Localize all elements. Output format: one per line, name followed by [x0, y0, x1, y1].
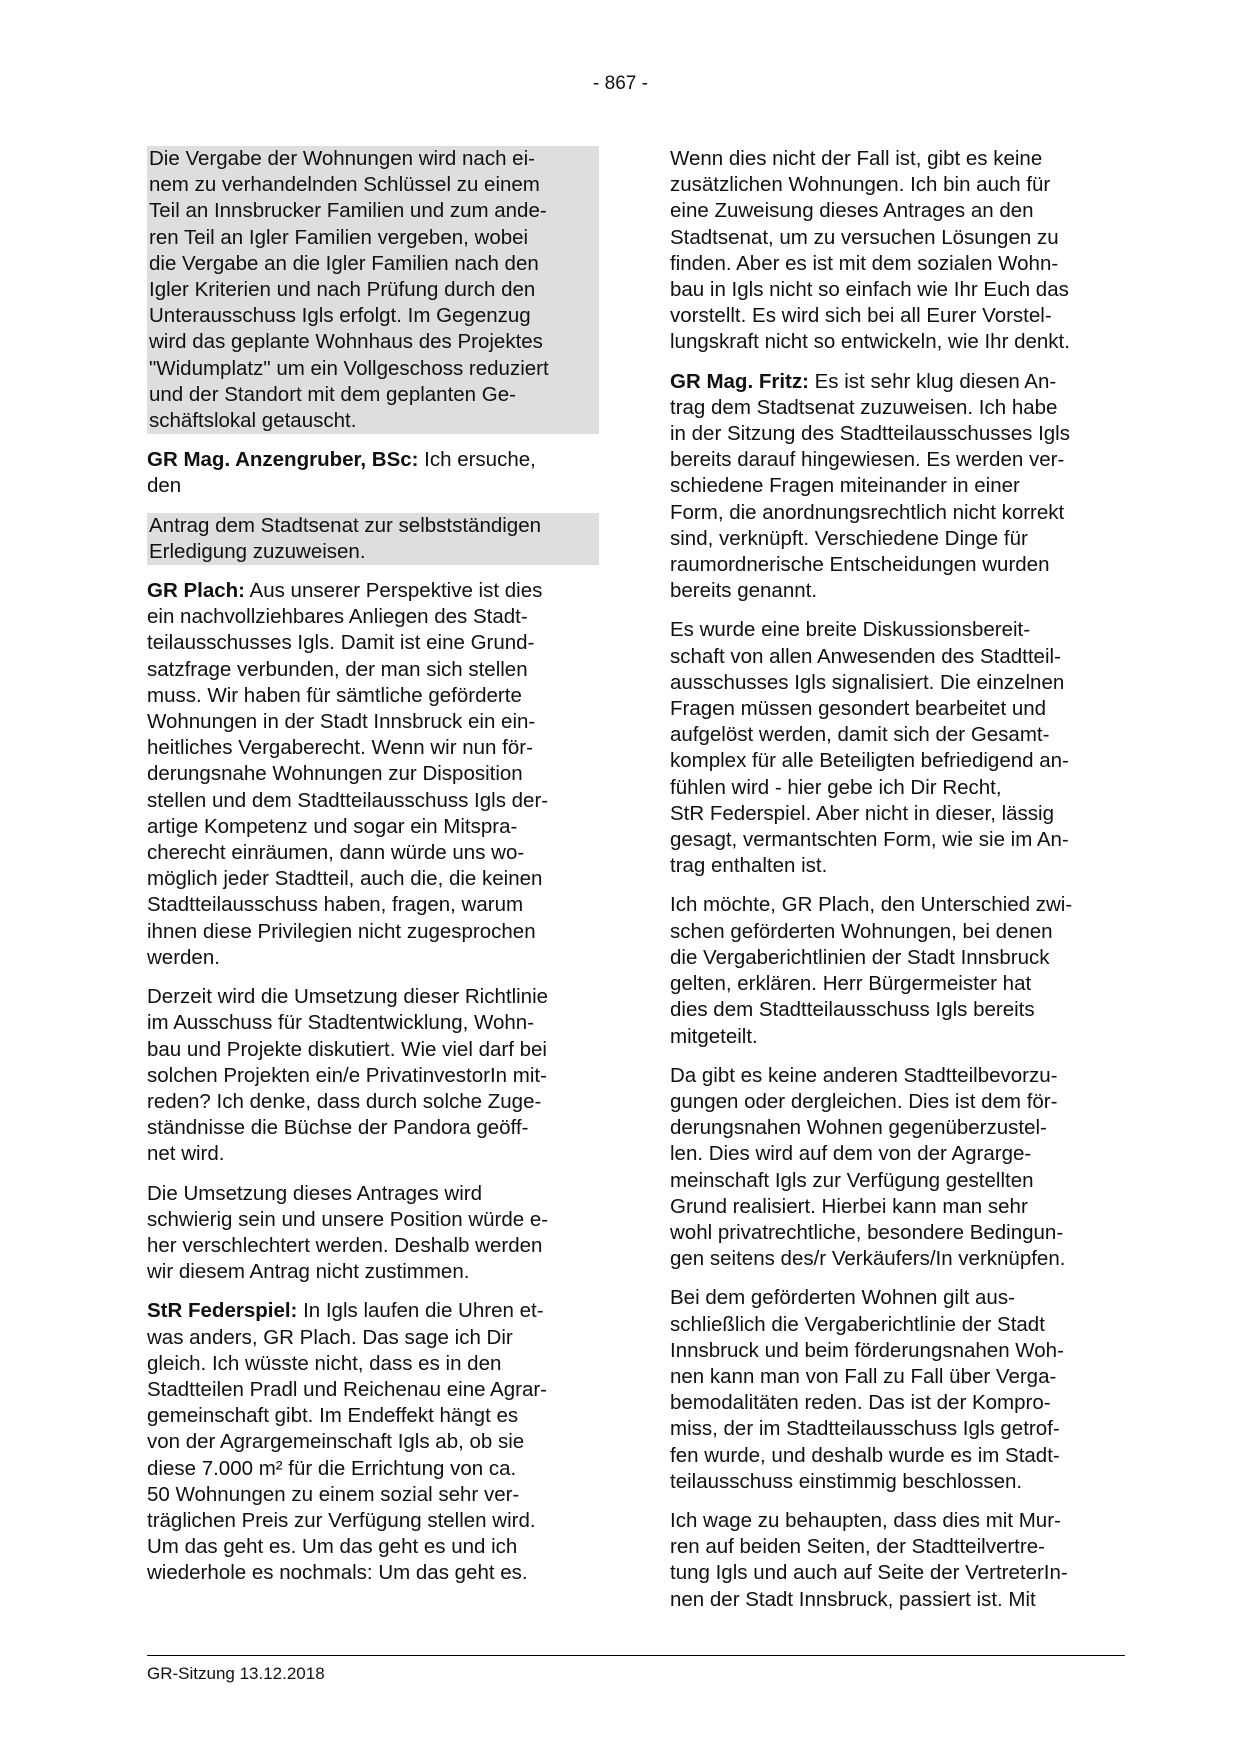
statement-anzengruber: [147, 447, 599, 499]
statement-plach: [147, 578, 599, 971]
speaker-name: GR Mag. Anzengruber, BSc:: [147, 448, 419, 472]
speaker-name: StR Federspiel:: [147, 1299, 298, 1323]
paragraph: Bei dem geförderten Wohnen gilt aus- schließlich die Vergaberichtlinie der Stadt Innsbruck und beim förderungsnahen Woh- nen kann man von Fall zu Fall über Verga- bemodalitäten reden. Das ist der Kompro- miss, der im Stadtteilausschuss Igls getrof- fen wurde, und deshalb wurde es im Stadt- teilausschuss einstimmig beschlossen.: [670, 1286, 1064, 1493]
statement-fritz: [670, 369, 1122, 605]
paragraph: Ich möchte, GR Plach, den Unterschied zwi- schen geförderten Wohnungen, bei denen die Vergaberichtlinien der Stadt Innsbruck gelten, erklären. Herr Bürgermeister hat dies dem Stadtteilausschuss Igls bereits mitgeteilt.: [670, 893, 1073, 1048]
page-number: - 867 -: [593, 73, 648, 94]
footer-text: GR-Sitzung 13.12.2018: [147, 1664, 325, 1683]
speaker-name: GR Plach:: [147, 579, 245, 603]
statement-text: Aus unserer Perspektive ist dies ein nachvollziehbares Anliegen des Stadt- teilausschusses Igls. Damit ist eine Grund- satzfrage verbunden, der man sich stellen muss. Wir haben für sämtliche geförderte Wohnungen in der Stadt Innsbruck ein ein- heitliches Vergaberecht. Wenn wir nun för- derungsnahe Wohnungen zur Disposition stellen und dem Stadtteilausschuss Igls der- artige Kompetenz und sogar ein Mitspra- cherecht einräumen, dann würde uns wo- möglich jeder Stadtteil, auch die, die keinen Stadtteilausschuss haben, fragen, warum ihnen diese Privilegien nicht zugesprochen werden.: [147, 579, 549, 969]
motion-text-block: Die Vergabe der Wohnungen wird nach ei- nem zu verhandelnden Schlüssel zu einem Teil an Innsbrucker Familien und zum ande- ren Teil an Igler Familien vergeben, wobei die Vergabe an die Igler Familien nach den Igler Kriterien und nach Prüfung durch den Unterausschuss Igls erfolgt. Im Gegenzug wird das geplante Wohnhaus des Projektes "Widumplatz" um ein Vollgeschoss reduziert und der Standort mit dem geplanten Ge- schäftslokal getauscht.: [147, 146, 599, 434]
paragraph: Die Umsetzung dieses Antrages wird schwierig sein und unsere Position würde e- her verschlechtert werden. Deshalb werden wir diesem Antrag nicht zustimmen.: [147, 1181, 549, 1284]
statement-federspiel: [147, 1298, 599, 1586]
paragraph: Wenn dies nicht der Fall ist, gibt es keine zusätzlichen Wohnungen. Ich bin auch für eine Zuweisung dieses Antrages an den Stadtsenat, um zu versuchen Lösungen zu finden. Aber es ist mit dem sozialen Wohn- bau in Igls nicht so einfach wie Ihr Euch das vorstellt. Es wird sich bei all Eurer Vorstel- lungskraft nicht so entwickeln, wie Ihr denkt.: [670, 147, 1070, 354]
paragraph: Da gibt es keine anderen Stadtteilbevorzu- gungen oder dergleichen. Dies ist dem för- derungsnahen Wohnen gegenüberzustel- len. Dies wird auf dem von der Agrarge- meinschaft Igls zur Verfügung gestellten Grund realisiert. Hierbei kann man sehr wohl privatrechtliche, besondere Bedingun- gen seitens des/r Verkäufers/In verknüpfen.: [670, 1063, 1066, 1271]
right-column: [670, 146, 1122, 1626]
left-column: [147, 146, 599, 1600]
statement-text: Ich ersuche, den: [147, 448, 536, 498]
paragraph: Derzeit wird die Umsetzung dieser Richtlinie im Ausschuss für Stadtentwicklung, Wohn- bau und Projekte diskutiert. Wie viel darf bei solchen Projekten ein/e PrivatinvestorIn mit- reden? Ich denke, dass durch solche Zuge- ständnisse die Büchse der Pandora geöff- net wird.: [147, 985, 549, 1166]
statement-text: Es ist sehr klug diesen An- trag dem Stadtsenat zuzuweisen. Ich habe in der Sitzung des Stadtteilausschusses Igls bereits darauf hingewiesen. Es werden ver- schiedene Fragen miteinander in einer Form, die anordnungsrechtlich nicht korrekt sind, verknüpft. Verschiedene Dinge für raumordnerische Entscheidungen wurden bereits genannt.: [670, 369, 1070, 603]
footer-divider: [147, 1655, 1125, 1656]
paragraph: Es wurde eine breite Diskussionsbereit- schaft von allen Anwesenden des Stadtteil- ausschusses Igls signalisiert. Die einzelnen Fragen müssen gesondert bearbeitet und aufgelöst werden, damit sich der Gesamt- komplex für alle Beteiligten befriedigend an- fühlen wird - hier gebe ich Dir Recht, StR Federspiel. Aber nicht in dieser, lässig gesagt, vermantschten Form, wie sie im An- trag enthalten ist.: [670, 618, 1069, 878]
paragraph: Ich wage zu behaupten, dass dies mit Mur- ren auf beiden Seiten, der Stadtteilvertre- tung Igls und auch auf Seite der VertreterIn- nen der Stadt Innsbruck, passiert ist. Mit: [670, 1508, 1068, 1611]
statement-text: In Igls laufen die Uhren et- was anders, GR Plach. Das sage ich Dir gleich. Ich wüsste nicht, dass es in den Stadtteilen Pradl und Reichenau eine Agrar- gemeinschaft gibt. Im Endeffekt hängt es von der Agrargemeinschaft Igls ab, ob sie diese 7.000 m² für die Errichtung von ca. 50 Wohnungen zu einem sozial sehr ver- träglichen Preis zur Verfügung stellen wird. Um das geht es. Um das geht es und ich wiederhole es nochmals: Um das geht es.: [147, 1299, 548, 1585]
speaker-name: GR Mag. Fritz:: [670, 369, 809, 393]
motion-request-block: Antrag dem Stadtsenat zur selbstständigen Erledigung zuzuweisen.: [147, 513, 599, 565]
